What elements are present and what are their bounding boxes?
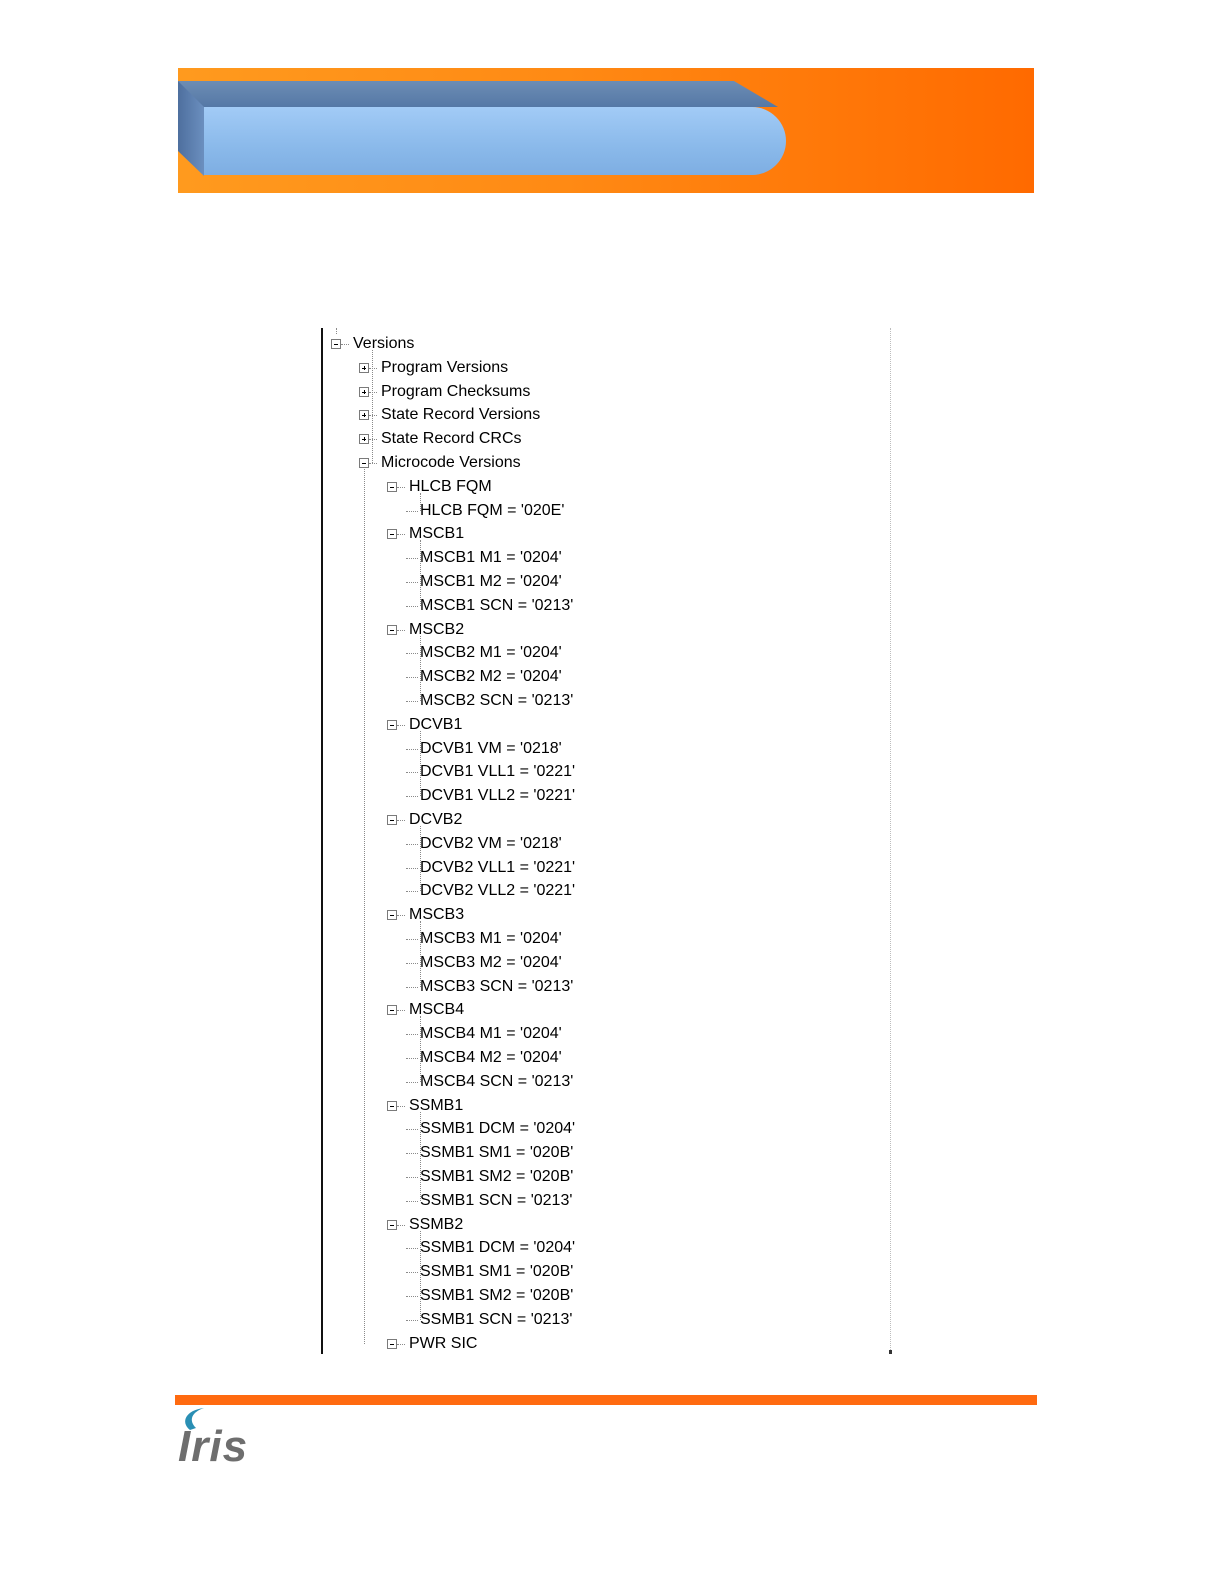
tree-connector-line: [397, 534, 405, 535]
tree-leaf-item[interactable]: [323, 762, 883, 782]
tree-guide-line: [364, 469, 365, 1344]
tree-item-label: HLCB FQM = '020E': [420, 501, 565, 519]
tree-item-label: DCVB1: [409, 715, 463, 733]
tree-connector-line: [406, 1129, 418, 1130]
tree-node-28[interactable]: [323, 1000, 883, 1020]
tree-item-label: DCVB2 VM = '0218': [420, 834, 562, 852]
tree-leaf-item[interactable]: [323, 1024, 883, 1044]
tree-connector-line: [369, 415, 377, 416]
collapse-minus-icon[interactable]: [387, 1339, 397, 1349]
tree-item-label: MSCB3 SCN = '0213': [420, 977, 574, 995]
tree-item-label: SSMB2: [409, 1215, 464, 1233]
versions-tree-panel: [321, 328, 893, 1354]
tree-node-5[interactable]: [323, 453, 883, 473]
expand-plus-icon[interactable]: [359, 363, 369, 373]
tree-guide-line: [420, 1112, 421, 1201]
tree-connector-line: [397, 915, 405, 916]
tree-leaf-item[interactable]: [323, 1310, 883, 1330]
collapse-minus-icon[interactable]: [387, 1005, 397, 1015]
tree-item-label: SSMB1 SM1 = '020B': [420, 1144, 574, 1162]
tree-leaf-item[interactable]: [323, 977, 883, 997]
tree-item-label: DCVB1 VLL2 = '0221': [420, 787, 576, 805]
tree-connector-line: [406, 796, 418, 797]
tree-leaf-item[interactable]: [323, 1167, 883, 1187]
tree-connector-line: [406, 749, 418, 750]
tree-connector-line: [406, 1177, 418, 1178]
tree-connector-line: [406, 1082, 418, 1083]
tree-item-label: Program Checksums: [381, 382, 531, 400]
tree-connector-line: [406, 1248, 418, 1249]
tree-guide-line: [420, 540, 421, 605]
tree-leaf-item[interactable]: [323, 786, 883, 806]
tree-leaf-item[interactable]: [323, 548, 883, 568]
tree-node-8[interactable]: [323, 524, 883, 544]
collapse-minus-icon[interactable]: [387, 529, 397, 539]
header-banner: [178, 68, 1034, 193]
tree-item-label: MSCB4: [409, 1001, 465, 1019]
collapse-minus-icon[interactable]: [387, 720, 397, 730]
tree-connector-line: [406, 558, 418, 559]
tree-item-label: MSCB2 M1 = '0204': [420, 644, 562, 662]
tree-leaf-item[interactable]: [323, 643, 883, 663]
tree-connector-line: [406, 963, 418, 964]
tree-item-label: HLCB FQM: [409, 477, 492, 495]
tree-connector-line: [369, 439, 377, 440]
tree-item-label: MSCB1 SCN = '0213': [420, 596, 574, 614]
tree-item-label: MSCB2 M2 = '0204': [420, 668, 562, 686]
tree-node-3[interactable]: [323, 405, 883, 425]
tree-connector-line: [341, 344, 349, 345]
tree-item-label: SSMB1 SM2 = '020B': [420, 1287, 574, 1304]
tree-guide-line: [420, 493, 421, 511]
tree-scrollbar[interactable]: [890, 328, 894, 1354]
tree-item-label: DCVB2 VLL2 = '0221': [420, 882, 576, 900]
tree-connector-line: [369, 368, 377, 369]
expand-plus-icon[interactable]: [359, 434, 369, 444]
collapse-minus-icon[interactable]: [387, 1220, 397, 1230]
tree-node-24[interactable]: [323, 905, 883, 925]
tree-item-label: DCVB1 VM = '0218': [420, 739, 562, 757]
tree-item-label: MSCB4 SCN = '0213': [420, 1072, 574, 1090]
expand-plus-icon[interactable]: [359, 410, 369, 420]
tree-connector-line: [406, 1034, 418, 1035]
tree-leaf-item[interactable]: [323, 1048, 883, 1068]
tree-item-label: SSMB1 SM2 = '020B': [420, 1168, 574, 1185]
tree-item-label: Program Versions: [381, 358, 509, 376]
tree-item-label: SSMB1 DCM = '0204': [420, 1120, 576, 1138]
tree-connector-line: [406, 1320, 418, 1321]
tree-guide-line: [372, 350, 373, 463]
tree-leaf-item[interactable]: [323, 572, 883, 592]
tree-connector-line: [406, 1296, 418, 1297]
tree-leaf-item[interactable]: [323, 1143, 883, 1163]
tree-leaf-item[interactable]: [323, 1072, 883, 1092]
tree-leaf-item[interactable]: [323, 1286, 883, 1306]
tree-node-1[interactable]: [323, 358, 883, 378]
tree-item-label: MSCB3 M1 = '0204': [420, 930, 562, 947]
tree-item-label: Microcode Versions: [381, 454, 521, 471]
tree-connector-line: [406, 939, 418, 940]
collapse-minus-icon[interactable]: [387, 910, 397, 920]
tree-item-label: PWR SIC: [409, 1334, 478, 1352]
collapse-minus-icon[interactable]: [387, 1101, 397, 1111]
tree-connector-line: [397, 1106, 405, 1107]
tree-connector-line: [397, 820, 405, 821]
tree-item-label: SSMB1 SM1 = '020B': [420, 1263, 574, 1281]
tree-leaf-item[interactable]: [323, 1119, 883, 1139]
footer-bar: [175, 1395, 1037, 1405]
tree-leaf-item[interactable]: [323, 881, 883, 901]
tree-item-label: MSCB3 M2 = '0204': [420, 953, 562, 971]
tree-connector-line: [397, 487, 405, 488]
tree-connector-line: [397, 1344, 405, 1345]
tree-leaf-item[interactable]: [323, 858, 883, 878]
tree-item-label: MSCB1: [409, 525, 465, 543]
tree-connector-line: [369, 392, 377, 393]
tree-leaf-item[interactable]: [323, 739, 883, 759]
tree-connector-line: [406, 868, 418, 869]
tree-guide-line: [336, 328, 337, 334]
tree-connector-line: [406, 511, 418, 512]
tree-leaf-item[interactable]: [323, 501, 883, 521]
tree-connector-line: [406, 987, 418, 988]
tree-connector-line: [397, 725, 405, 726]
tree-connector-line: [406, 653, 418, 654]
tree-connector-line: [406, 1201, 418, 1202]
tree-node-20[interactable]: [323, 810, 883, 830]
tree-guide-line: [420, 921, 421, 986]
banner-title-bar: [204, 107, 786, 175]
tree-leaf-item[interactable]: [323, 691, 883, 711]
tree-item-label: State Record Versions: [381, 406, 541, 424]
collapse-minus-icon[interactable]: [387, 815, 397, 825]
tree-item-label: MSCB1 M1 = '0204': [420, 549, 562, 567]
tree-leaf-item[interactable]: [323, 1191, 883, 1211]
banner-bevel-top: [178, 81, 778, 107]
tree-item-label: MSCB4 M1 = '0204': [420, 1025, 562, 1043]
tree-node-37[interactable]: [323, 1215, 883, 1235]
tree-guide-line: [420, 1231, 421, 1320]
tree-guide-line: [420, 636, 421, 701]
tree-item-label: SSMB1: [409, 1096, 464, 1114]
tree-leaf-item[interactable]: [323, 1238, 883, 1258]
tree-connector-line: [397, 1225, 405, 1226]
tree-connector-line: [397, 630, 405, 631]
tree-connector-line: [406, 606, 418, 607]
tree-leaf-item[interactable]: [323, 834, 883, 854]
tree-node-42[interactable]: [323, 1334, 883, 1354]
tree-connector-line: [406, 1153, 418, 1154]
tree-item-label: MSCB1 M2 = '0204': [420, 573, 562, 590]
tree-guide-line: [420, 731, 421, 796]
tree-connector-line: [406, 701, 418, 702]
collapse-minus-icon[interactable]: [387, 482, 397, 492]
tree-item-label: DCVB1 VLL1 = '0221': [420, 763, 576, 781]
tree-connector-line: [406, 1058, 418, 1059]
tree-leaf-item[interactable]: [323, 667, 883, 687]
tree-connector-line: [406, 582, 418, 583]
tree-node-16[interactable]: [323, 715, 883, 735]
tree-item-label: MSCB2 SCN = '0213': [420, 692, 574, 709]
tree-item-label: MSCB3: [409, 906, 465, 924]
tree-item-label: MSCB4 M2 = '0204': [420, 1049, 562, 1066]
tree-connector-line: [397, 1010, 405, 1011]
tree-node-6[interactable]: [323, 477, 883, 497]
tree-connector-line: [406, 677, 418, 678]
tree-connector-line: [406, 772, 418, 773]
tree-item-label: Versions: [353, 335, 415, 352]
collapse-minus-icon[interactable]: [359, 458, 369, 468]
tree-item-label: DCVB2: [409, 811, 463, 828]
expand-plus-icon[interactable]: [359, 387, 369, 397]
tree-item-label: State Record CRCs: [381, 430, 522, 448]
collapse-minus-icon[interactable]: [331, 339, 341, 349]
tree-item-label: DCVB2 VLL1 = '0221': [420, 858, 576, 876]
tree-connector-line: [406, 891, 418, 892]
tree-node-32[interactable]: [323, 1096, 883, 1116]
tree-scroll-marker: [889, 1350, 892, 1354]
tree-guide-line: [420, 826, 421, 891]
tree-connector-line: [406, 1272, 418, 1273]
tree-leaf-item[interactable]: [323, 929, 883, 949]
tree-item-label: MSCB2: [409, 620, 465, 638]
tree-node-2[interactable]: [323, 382, 883, 402]
tree-guide-line: [420, 1016, 421, 1081]
tree-node-4[interactable]: [323, 429, 883, 449]
tree-leaf-item[interactable]: [323, 596, 883, 616]
tree-item-label: SSMB1 SCN = '0213': [420, 1310, 573, 1328]
iris-logo: Iris: [178, 1422, 249, 1471]
collapse-minus-icon[interactable]: [387, 625, 397, 635]
tree-leaf-item[interactable]: [323, 1262, 883, 1282]
tree-item-label: SSMB1 SCN = '0213': [420, 1191, 573, 1209]
tree-leaf-item[interactable]: [323, 953, 883, 973]
tree-connector-line: [406, 844, 418, 845]
tree-node-12[interactable]: [323, 620, 883, 640]
tree-connector-line: [369, 463, 377, 464]
tree-node-0[interactable]: [323, 334, 883, 354]
tree-item-label: SSMB1 DCM = '0204': [420, 1239, 576, 1257]
